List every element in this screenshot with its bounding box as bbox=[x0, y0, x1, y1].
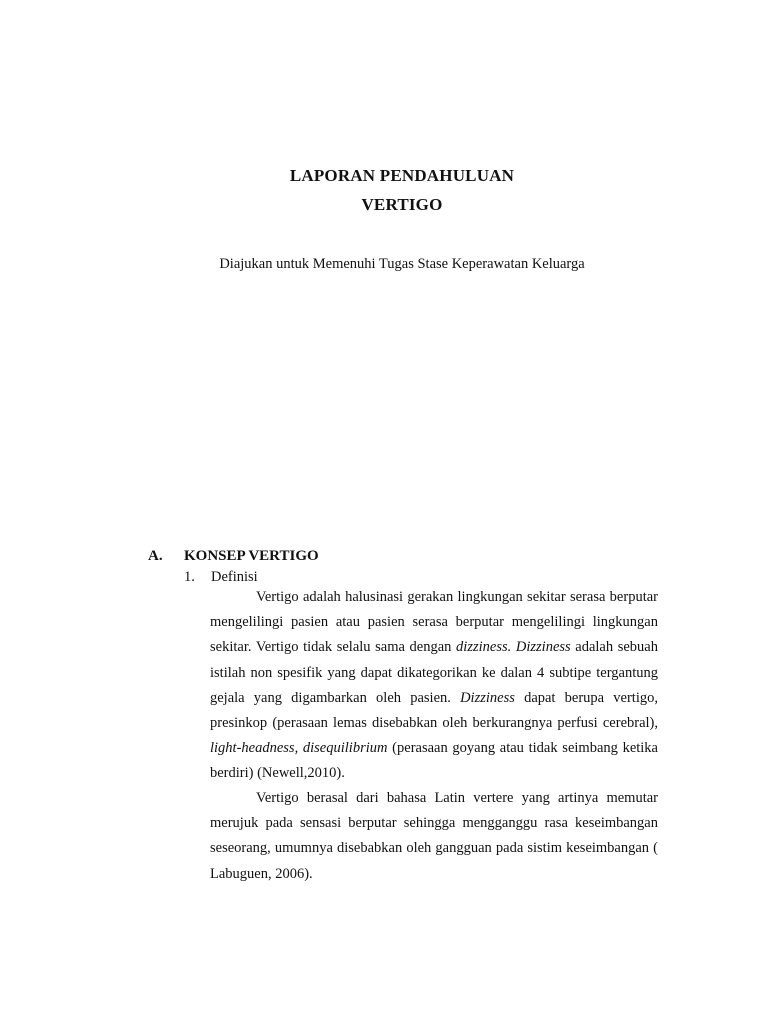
paragraph1-italic-dizziness: dizziness. bbox=[456, 639, 512, 656]
definition-paragraph-2: Vertigo berasal dari bahasa Latin vertere yang artinya memutar merujuk pada sensasi berputar sehingga mengganggu rasa keseimbangan seseorang, umumnya disebabkan oleh gangguan pada sistim keseimbangan ( Labuguen, 2006). bbox=[210, 790, 658, 882]
paragraph1-italic-terms: light-headness, disequilibrium bbox=[210, 740, 388, 757]
document-title-line1: LAPORAN PENDAHULUAN bbox=[289, 166, 515, 185]
paragraph1-italic-dizziness-2: Dizziness bbox=[515, 639, 571, 656]
section-title: KONSEP VERTIGO bbox=[184, 548, 319, 564]
document-subtitle: Diajukan untuk Memenuhi Tugas Stase Keperawatan Keluarga bbox=[219, 256, 585, 272]
document-title-line2: VERTIGO bbox=[361, 195, 443, 214]
paragraph1-text-a: Vertigo adalah halusinasi gerakan lingkungan sekitar serasa berputar mengelilingi pasien atau pasien serasa berputar mengelilingi lingkungan sekitar. Vertigo tidak selalu sama dengan bbox=[210, 589, 658, 656]
paragraph1-text-c: dapat berupa vertigo, presinkop (perasaan lemas disebabkan oleh berkurangnya perfusi cerebral), bbox=[210, 689, 658, 732]
paragraph1-italic-dizziness-3: Dizziness bbox=[460, 689, 515, 706]
definition-paragraph-1 bbox=[210, 585, 658, 787]
section-letter: A. bbox=[148, 548, 163, 564]
paragraph1-text-b: adalah sebuah istilah non spesifik yang dapat dikategorikan ke dalan 4 subtipe tergantung gejala yang digambarkan oleh pasien. bbox=[210, 639, 658, 706]
subsection-number: 1. bbox=[184, 569, 195, 585]
subsection-title: Definisi bbox=[211, 569, 258, 585]
paragraph1-text-d: (perasaan goyang atau tidak seimbang ketika berdiri) (Newell,2010). bbox=[210, 740, 658, 782]
